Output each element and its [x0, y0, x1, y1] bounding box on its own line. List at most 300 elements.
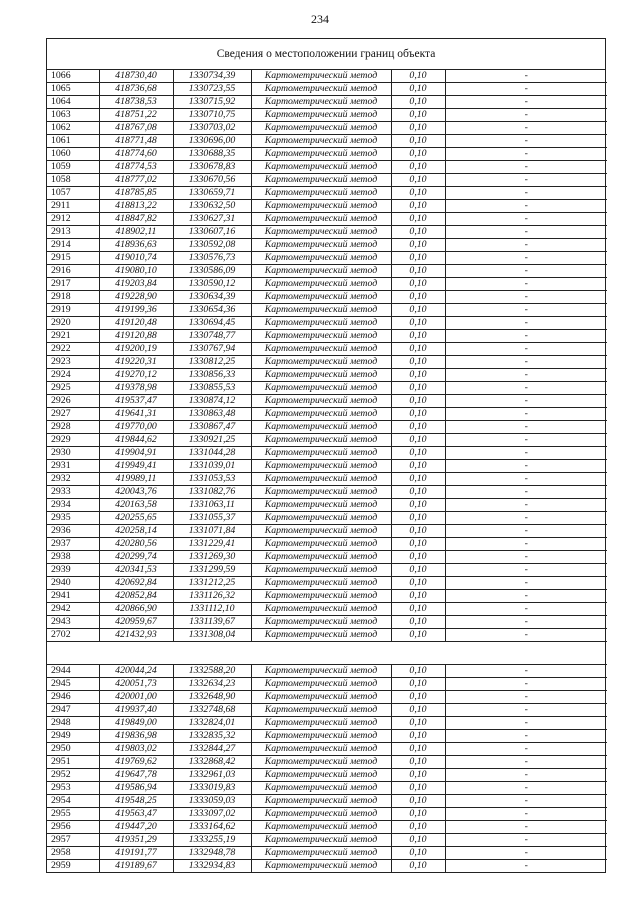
accuracy: 0,10 — [391, 200, 445, 213]
coord-y: 1330659,71 — [173, 187, 251, 200]
accuracy: 0,10 — [391, 382, 445, 395]
accuracy: 0,10 — [391, 304, 445, 317]
description: - — [445, 330, 607, 343]
description: - — [445, 239, 607, 252]
coord-y: 1330592,08 — [173, 239, 251, 252]
accuracy: 0,10 — [391, 161, 445, 174]
point-number: 2956 — [47, 821, 99, 834]
table-row — [47, 678, 607, 691]
table-row — [47, 434, 607, 447]
point-number: 2958 — [47, 847, 99, 860]
method: Картометрический метод — [251, 821, 391, 834]
point-number: 1058 — [47, 174, 99, 187]
coord-y: 1330710,75 — [173, 109, 251, 122]
coord-y: 1330723,55 — [173, 83, 251, 96]
coord-x: 419120,48 — [99, 317, 173, 330]
accuracy: 0,10 — [391, 473, 445, 486]
description: - — [445, 795, 607, 808]
accuracy: 0,10 — [391, 291, 445, 304]
method: Картометрический метод — [251, 265, 391, 278]
accuracy: 0,10 — [391, 590, 445, 603]
table-row — [47, 278, 607, 291]
coord-y: 1330688,35 — [173, 148, 251, 161]
table-row — [47, 356, 607, 369]
point-number: 2944 — [47, 665, 99, 678]
method: Картометрический метод — [251, 704, 391, 717]
point-number: 2926 — [47, 395, 99, 408]
table-row — [47, 83, 607, 96]
description: - — [445, 83, 607, 96]
coord-y: 1330863,48 — [173, 408, 251, 421]
accuracy: 0,10 — [391, 564, 445, 577]
point-number: 2946 — [47, 691, 99, 704]
coord-x: 420341,53 — [99, 564, 173, 577]
description: - — [445, 434, 607, 447]
description: - — [445, 499, 607, 512]
accuracy: 0,10 — [391, 486, 445, 499]
coord-x: 419904,91 — [99, 447, 173, 460]
coord-x: 420852,84 — [99, 590, 173, 603]
coord-x: 419120,88 — [99, 330, 173, 343]
coord-x: 419199,36 — [99, 304, 173, 317]
coord-y: 1332648,90 — [173, 691, 251, 704]
point-number: 2943 — [47, 616, 99, 629]
description: - — [445, 187, 607, 200]
point-number: 2924 — [47, 369, 99, 382]
coord-x: 419447,20 — [99, 821, 173, 834]
table-row — [47, 369, 607, 382]
accuracy: 0,10 — [391, 70, 445, 83]
method: Картометрический метод — [251, 330, 391, 343]
accuracy: 0,10 — [391, 665, 445, 678]
table-row — [47, 96, 607, 109]
accuracy: 0,10 — [391, 187, 445, 200]
coord-y: 1330715,92 — [173, 96, 251, 109]
method: Картометрический метод — [251, 122, 391, 135]
description: - — [445, 678, 607, 691]
method: Картометрический метод — [251, 421, 391, 434]
accuracy: 0,10 — [391, 717, 445, 730]
method: Картометрический метод — [251, 577, 391, 590]
coord-x: 419351,29 — [99, 834, 173, 847]
point-number: 2951 — [47, 756, 99, 769]
accuracy: 0,10 — [391, 343, 445, 356]
table-row — [47, 525, 607, 538]
accuracy: 0,10 — [391, 756, 445, 769]
accuracy: 0,10 — [391, 769, 445, 782]
description: - — [445, 616, 607, 629]
point-number: 1057 — [47, 187, 99, 200]
method: Картометрический метод — [251, 499, 391, 512]
coord-x: 418847,82 — [99, 213, 173, 226]
description: - — [445, 122, 607, 135]
coord-x: 418736,68 — [99, 83, 173, 96]
coord-x: 419563,47 — [99, 808, 173, 821]
coord-y: 1332844,27 — [173, 743, 251, 756]
coord-x: 418785,85 — [99, 187, 173, 200]
table-row — [47, 730, 607, 743]
coord-x: 420255,65 — [99, 512, 173, 525]
accuracy: 0,10 — [391, 538, 445, 551]
point-number: 2945 — [47, 678, 99, 691]
accuracy: 0,10 — [391, 122, 445, 135]
description: - — [445, 756, 607, 769]
table-row — [47, 239, 607, 252]
description: - — [445, 665, 607, 678]
coord-y: 1332588,20 — [173, 665, 251, 678]
point-number: 2955 — [47, 808, 99, 821]
coord-y: 1330696,00 — [173, 135, 251, 148]
coord-x: 420280,56 — [99, 538, 173, 551]
description: - — [445, 460, 607, 473]
table-row — [47, 252, 607, 265]
accuracy: 0,10 — [391, 808, 445, 821]
description: - — [445, 200, 607, 213]
point-number: 2952 — [47, 769, 99, 782]
method: Картометрический метод — [251, 665, 391, 678]
table-row — [47, 148, 607, 161]
accuracy: 0,10 — [391, 278, 445, 291]
accuracy: 0,10 — [391, 460, 445, 473]
coord-y: 1330634,39 — [173, 291, 251, 304]
point-number: 2939 — [47, 564, 99, 577]
point-number: 2917 — [47, 278, 99, 291]
description: - — [445, 278, 607, 291]
method: Картометрический метод — [251, 860, 391, 873]
accuracy: 0,10 — [391, 525, 445, 538]
accuracy: 0,10 — [391, 174, 445, 187]
accuracy: 0,10 — [391, 356, 445, 369]
coord-x: 418902,11 — [99, 226, 173, 239]
coord-y: 1330678,83 — [173, 161, 251, 174]
table-row — [47, 704, 607, 717]
description: - — [445, 691, 607, 704]
description: - — [445, 629, 607, 642]
method: Картометрический метод — [251, 808, 391, 821]
table-row — [47, 691, 607, 704]
coord-y: 1330627,31 — [173, 213, 251, 226]
table-row — [47, 577, 607, 590]
method: Картометрический метод — [251, 447, 391, 460]
table-row — [47, 769, 607, 782]
coord-y: 1332824,01 — [173, 717, 251, 730]
description: - — [445, 317, 607, 330]
coord-y: 1332634,23 — [173, 678, 251, 691]
accuracy: 0,10 — [391, 109, 445, 122]
page-number: 234 — [311, 12, 329, 26]
coord-y: 1333019,83 — [173, 782, 251, 795]
coord-x: 419228,90 — [99, 291, 173, 304]
table-row — [47, 460, 607, 473]
coord-y: 1333164,62 — [173, 821, 251, 834]
table-row — [47, 756, 607, 769]
coord-y: 1331082,76 — [173, 486, 251, 499]
coord-y: 1333255,19 — [173, 834, 251, 847]
table-row — [47, 408, 607, 421]
description: - — [445, 356, 607, 369]
description: - — [445, 486, 607, 499]
method: Картометрический метод — [251, 70, 391, 83]
table-row — [47, 70, 607, 83]
coord-y: 1331308,04 — [173, 629, 251, 642]
description: - — [445, 213, 607, 226]
point-number: 2932 — [47, 473, 99, 486]
method: Картометрический метод — [251, 512, 391, 525]
table-row — [47, 317, 607, 330]
accuracy: 0,10 — [391, 730, 445, 743]
table-row — [47, 717, 607, 730]
method: Картометрический метод — [251, 135, 391, 148]
table-row — [47, 538, 607, 551]
accuracy: 0,10 — [391, 434, 445, 447]
coord-y: 1331053,53 — [173, 473, 251, 486]
accuracy: 0,10 — [391, 317, 445, 330]
accuracy: 0,10 — [391, 629, 445, 642]
accuracy: 0,10 — [391, 847, 445, 860]
accuracy: 0,10 — [391, 704, 445, 717]
accuracy: 0,10 — [391, 499, 445, 512]
table-row — [47, 499, 607, 512]
point-number: 2913 — [47, 226, 99, 239]
method: Картометрический метод — [251, 96, 391, 109]
point-number: 2942 — [47, 603, 99, 616]
point-number: 2702 — [47, 629, 99, 642]
description: - — [445, 538, 607, 551]
coord-y: 1330607,16 — [173, 226, 251, 239]
accuracy: 0,10 — [391, 678, 445, 691]
method: Картометрический метод — [251, 408, 391, 421]
table-row — [47, 603, 607, 616]
coord-y: 1331299,59 — [173, 564, 251, 577]
method: Картометрический метод — [251, 717, 391, 730]
description: - — [445, 577, 607, 590]
description: - — [445, 96, 607, 109]
description: - — [445, 564, 607, 577]
table-row — [47, 291, 607, 304]
table-row — [47, 551, 607, 564]
table-row — [47, 808, 607, 821]
point-number: 2954 — [47, 795, 99, 808]
coord-y: 1332934,83 — [173, 860, 251, 873]
accuracy: 0,10 — [391, 834, 445, 847]
description: - — [445, 821, 607, 834]
coord-x: 420692,84 — [99, 577, 173, 590]
point-number: 2925 — [47, 382, 99, 395]
accuracy: 0,10 — [391, 265, 445, 278]
table-row — [47, 447, 607, 460]
description: - — [445, 473, 607, 486]
method: Картометрический метод — [251, 356, 391, 369]
point-number: 2929 — [47, 434, 99, 447]
method: Картометрический метод — [251, 226, 391, 239]
coord-x: 418730,40 — [99, 70, 173, 83]
description: - — [445, 717, 607, 730]
accuracy: 0,10 — [391, 239, 445, 252]
point-number: 1062 — [47, 122, 99, 135]
table-row — [47, 382, 607, 395]
description: - — [445, 447, 607, 460]
coord-y: 1331229,41 — [173, 538, 251, 551]
description: - — [445, 743, 607, 756]
method: Картометрический метод — [251, 525, 391, 538]
coord-y: 1331212,25 — [173, 577, 251, 590]
description: - — [524, 860, 528, 871]
boundary-table-sheet — [46, 38, 606, 873]
point-number: 2928 — [47, 421, 99, 434]
table-row — [47, 486, 607, 499]
coord-x: 418936,63 — [99, 239, 173, 252]
coord-x: 420163,58 — [99, 499, 173, 512]
coord-y: 1330874,12 — [173, 395, 251, 408]
coord-y: 1332835,32 — [173, 730, 251, 743]
method: Картометрический метод — [251, 460, 391, 473]
point-number: 2959 — [47, 860, 99, 873]
point-number: 2923 — [47, 356, 99, 369]
point-number: 2915 — [47, 252, 99, 265]
coord-y: 1332868,42 — [173, 756, 251, 769]
coord-x: 418771,48 — [99, 135, 173, 148]
coord-y: 1330867,47 — [173, 421, 251, 434]
table-row — [47, 187, 607, 200]
method: Картометрический метод — [251, 795, 391, 808]
description: - — [445, 782, 607, 795]
point-number: 2934 — [47, 499, 99, 512]
method: Картометрический метод — [251, 629, 391, 642]
coord-y: 1331055,37 — [173, 512, 251, 525]
coord-y: 1330812,25 — [173, 356, 251, 369]
coord-x: 419191,77 — [99, 847, 173, 860]
description: - — [445, 291, 607, 304]
table-row — [47, 847, 607, 860]
coord-y: 1330921,25 — [173, 434, 251, 447]
coord-y: 1330654,36 — [173, 304, 251, 317]
coord-x: 419378,98 — [99, 382, 173, 395]
method: Картометрический метод — [251, 252, 391, 265]
accuracy: 0,10 — [391, 577, 445, 590]
accuracy: 0,10 — [391, 691, 445, 704]
coord-y: 1332948,78 — [173, 847, 251, 860]
coord-y: 1330856,33 — [173, 369, 251, 382]
coord-y: 1330694,45 — [173, 317, 251, 330]
coord-y: 1331269,30 — [173, 551, 251, 564]
point-number: 2930 — [47, 447, 99, 460]
coord-y: 1333097,02 — [173, 808, 251, 821]
accuracy: 0,10 — [391, 782, 445, 795]
table-row — [47, 226, 607, 239]
table-row — [47, 200, 607, 213]
description: - — [445, 174, 607, 187]
accuracy: 0,10 — [391, 395, 445, 408]
group-separator — [47, 642, 607, 665]
coord-x: 418777,02 — [99, 174, 173, 187]
coord-x: 420299,74 — [99, 551, 173, 564]
point-number: 2949 — [47, 730, 99, 743]
method: Картометрический метод — [251, 616, 391, 629]
description: - — [445, 343, 607, 356]
description: - — [445, 252, 607, 265]
method: Картометрический метод — [251, 564, 391, 577]
table-row — [47, 629, 607, 642]
accuracy: 0,10 — [391, 603, 445, 616]
point-number: 1061 — [47, 135, 99, 148]
method: Картометрический метод — [251, 434, 391, 447]
description: - — [445, 730, 607, 743]
table-row — [47, 109, 607, 122]
coord-x: 420959,67 — [99, 616, 173, 629]
description: - — [445, 847, 607, 860]
method: Картометрический метод — [251, 343, 391, 356]
accuracy: 0,10 — [391, 551, 445, 564]
coord-x: 419937,40 — [99, 704, 173, 717]
coord-x: 419849,00 — [99, 717, 173, 730]
method: Картометрический метод — [251, 83, 391, 96]
coord-y: 1331071,84 — [173, 525, 251, 538]
point-number: 2921 — [47, 330, 99, 343]
accuracy: 0,10 — [391, 512, 445, 525]
point-number: 2931 — [47, 460, 99, 473]
point-number: 2948 — [47, 717, 99, 730]
description: - — [445, 808, 607, 821]
table-row — [47, 161, 607, 174]
method: Картометрический метод — [251, 109, 391, 122]
point-number: 1063 — [47, 109, 99, 122]
description: - — [445, 525, 607, 538]
coord-y: 1330670,56 — [173, 174, 251, 187]
table-row — [47, 395, 607, 408]
table-row — [47, 590, 607, 603]
method: Картометрический метод — [251, 278, 391, 291]
coord-y: 1332748,68 — [173, 704, 251, 717]
coord-x: 419949,41 — [99, 460, 173, 473]
table-row — [47, 834, 607, 847]
method: Картометрический метод — [251, 187, 391, 200]
table-row — [47, 665, 607, 678]
method: Картометрический метод — [251, 174, 391, 187]
accuracy: 0,10 — [391, 743, 445, 756]
table-row — [47, 135, 607, 148]
method: Картометрический метод — [251, 239, 391, 252]
method: Картометрический метод — [251, 691, 391, 704]
point-number: 1060 — [47, 148, 99, 161]
coord-y: 1330767,94 — [173, 343, 251, 356]
coord-x: 419641,31 — [99, 408, 173, 421]
coord-x: 418738,53 — [99, 96, 173, 109]
accuracy: 0,10 — [391, 860, 445, 873]
coord-x: 419769,62 — [99, 756, 173, 769]
point-number: 2950 — [47, 743, 99, 756]
description: - — [445, 70, 607, 83]
coord-y: 1331039,01 — [173, 460, 251, 473]
table-row — [47, 304, 607, 317]
point-number: 2935 — [47, 512, 99, 525]
method: Картометрический метод — [251, 730, 391, 743]
accuracy: 0,10 — [391, 83, 445, 96]
accuracy: 0,10 — [391, 330, 445, 343]
description: - — [445, 148, 607, 161]
point-number: 2957 — [47, 834, 99, 847]
description: - — [445, 109, 607, 122]
coord-x: 420001,00 — [99, 691, 173, 704]
coord-x: 419647,78 — [99, 769, 173, 782]
description: - — [445, 512, 607, 525]
point-number: 2933 — [47, 486, 99, 499]
method: Картометрический метод — [251, 743, 391, 756]
coord-x: 419586,94 — [99, 782, 173, 795]
table-row — [47, 473, 607, 486]
accuracy: 0,10 — [391, 795, 445, 808]
accuracy: 0,10 — [391, 226, 445, 239]
point-number: 2919 — [47, 304, 99, 317]
